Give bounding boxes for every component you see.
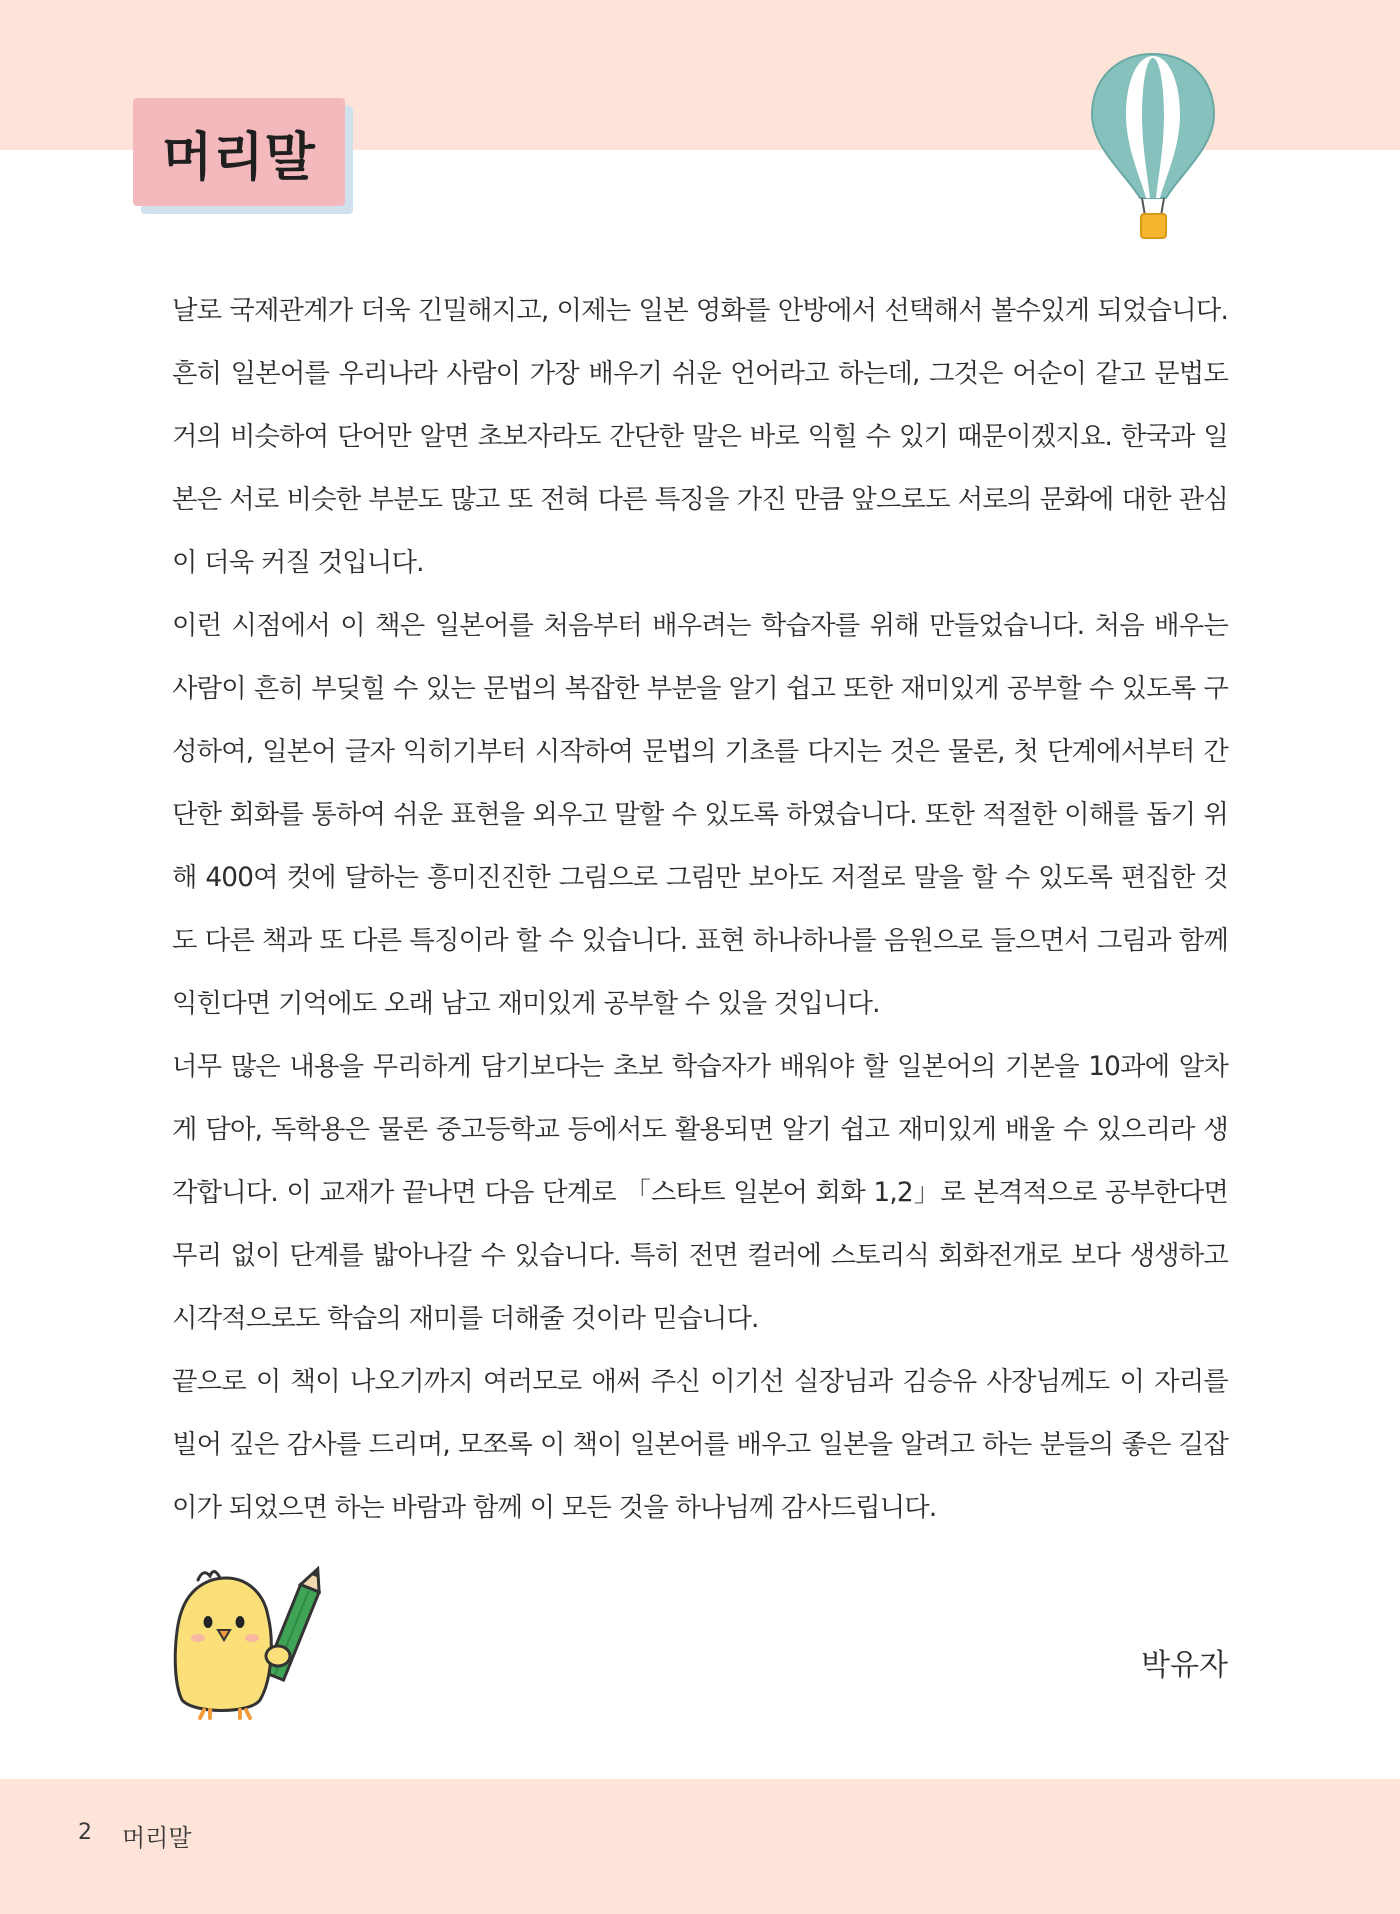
author-signature: 박유자 (1141, 1648, 1228, 1683)
paragraph-1: 날로 국제관계가 더욱 긴밀해지고, 이제는 일본 영화를 안방에서 선택해서 볼수있게 되었습니다. 흔히 일본어를 우리나라 사람이 가장 배우기 쉬운 언어라고 하는데, 그것은 어순이 같고 문법도 거의 비슷하여 단어만 알면 초보자라도 간단한 말은 바로 익힐 수 있기 때문이겠지요. 한국과 일본은 서로 비슷한 부분도 많고 또 전혀 다른 특징을 가진 만큼 앞으로도 서로의 문화에 대한 관심이 더욱 커질 것입니다. (172, 296, 1228, 578)
chick-with-pencil-illustration (168, 1560, 323, 1720)
paragraph-3: 너무 많은 내용을 무리하게 담기보다는 초보 학습자가 배워야 할 일본어의 기본을 10과에 알차게 담아, 독학용은 물론 중고등학교 등에서도 활용되면 알기 쉽고 재미있게 배울 수 있으리라 생각합니다. 이 교재가 끝나면 다음 단계로 「스타트 일본어 회화 1,2」로 본격적으로 공부한다면 무리 없이 단계를 밟아나갈 수 있습니다. 특히 전면 컬러에 스토리식 회화전개로 보다 생생하고 시각적으로도 학습의 재미를 더해줄 것이라 믿습니다. (172, 1052, 1228, 1334)
title-badge (133, 98, 345, 206)
paragraph-4: 끝으로 이 책이 나오기까지 여러모로 애써 주신 이기선 실장님과 김승유 사장님께도 이 자리를 빌어 깊은 감사를 드리며, 모쪼록 이 책이 일본어를 배우고 일본을 알려고 하는 분들의 좋은 길잡이가 되었으면 하는 바람과 함께 이 모든 것을 하나님께 감사드립니다. (172, 1367, 1228, 1523)
footer-section-title: 머리말 (122, 1824, 192, 1852)
paragraph-2: 이런 시점에서 이 책은 일본어를 처음부터 배우려는 학습자를 위해 만들었습니다. 처음 배우는 사람이 흔히 부딪힐 수 있는 문법의 복잡한 부분을 알기 쉽고 또한 재미있게 공부할 수 있도록 구성하여, 일본어 글자 익히기부터 시작하여 문법의 기초를 다지는 것은 물론, 첫 단계에서부터 간단한 회화를 통하여 쉬운 표현을 외우고 말할 수 있도록 하였습니다. 또한 적절한 이해를 돕기 위해 400여 컷에 달하는 흥미진진한 그림으로 그림만 보아도 저절로 말을 할 수 있도록 편집한 것도 다른 책과 또 다른 특징이라 할 수 있습니다. 표현 하나하나를 음원으로 들으면서 그림과 함께 익힌다면 기억에도 오래 남고 재미있게 공부할 수 있을 것입니다. (172, 611, 1228, 1019)
preface-body (172, 280, 1228, 1540)
page-number: 2 (78, 1820, 92, 1845)
hot-air-balloon-icon (1086, 48, 1221, 248)
page-title: 머리말 (162, 127, 316, 188)
section-title-badge (133, 98, 345, 208)
footer-band (0, 1779, 1400, 1914)
